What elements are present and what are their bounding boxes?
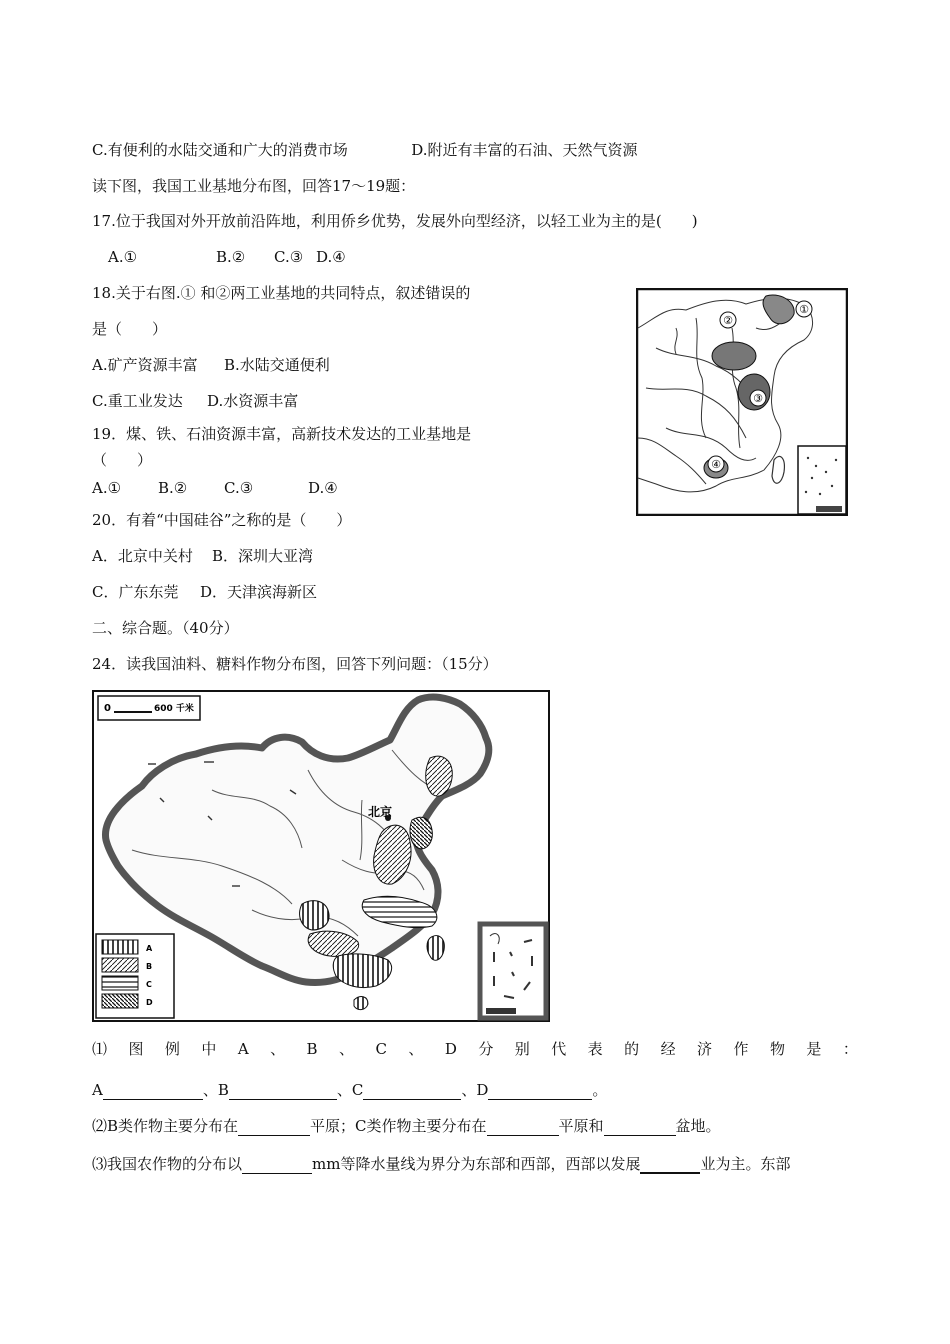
region-a-hainan [354, 997, 368, 1010]
region-d-shandong [410, 817, 432, 849]
q19-stem-line2: （ ） [92, 451, 153, 469]
q20-option-d: D．天津滨海新区 [200, 583, 318, 601]
q18-option-d: D.水资源丰富 [207, 392, 299, 410]
q24-sub2 [92, 1116, 721, 1136]
q24-sub1-char: C [375, 1040, 387, 1058]
q20-option-c: C．广东东莞 [92, 583, 179, 601]
q19-option-b: B.② [158, 479, 188, 497]
answer-c-label: 、C [336, 1081, 364, 1099]
answer-b-label: 、B [202, 1081, 229, 1099]
map1-label-4: ④ [711, 458, 721, 471]
q18-row1 [92, 355, 330, 375]
sub3-blank-2[interactable] [640, 1156, 700, 1174]
q19-option-c: C.③ [224, 479, 254, 497]
q19-option-a: A.① [92, 479, 122, 497]
q24-sub1-char: B [306, 1040, 318, 1058]
q20-stem: 20．有着“中国硅谷”之称的是（ ） [92, 511, 352, 529]
legend-label-c: C [146, 980, 152, 989]
sub3-text-1: ⑶我国农作物的分布以 [92, 1155, 243, 1173]
answer-end-mark: 。 [592, 1081, 608, 1099]
q24-sub1-char: A [237, 1040, 249, 1058]
beijing-label: 北京 [368, 805, 393, 819]
q24-sub1-char: 分 [478, 1040, 494, 1058]
q17-option-b: B.② [216, 248, 246, 266]
q24-sub1-char: D [444, 1040, 457, 1058]
q20-option-b: B．深圳大亚湾 [212, 547, 314, 565]
legend-swatch-d [102, 994, 138, 1008]
q24-sub1-char: 的 [624, 1040, 640, 1058]
q24-sub3 [92, 1154, 790, 1174]
q24-sub1-char: 作 [733, 1040, 749, 1058]
map1-label-1: ① [799, 303, 809, 316]
sub2-blank-3[interactable] [604, 1119, 676, 1136]
q18-stem-line1: 18.关于右图.① 和②两工业基地的共同特点，叙述错误的 [92, 284, 471, 302]
q24-stem: 24．读我国油料、糖料作物分布图，回答下列问题：（15分） [92, 655, 498, 673]
map1-label-2: ② [723, 314, 733, 327]
q18-option-a: A.矿产资源丰富 [92, 356, 198, 374]
q16-option-c: C.有便利的水陆交通和广大的消费市场 [92, 141, 348, 159]
q18-row2 [92, 391, 298, 411]
q17-options [108, 247, 346, 267]
q24-sub1-stem [92, 1039, 858, 1059]
scale-zero: 0 [104, 703, 111, 714]
q24-sub1-char: 图 [128, 1040, 144, 1058]
legend-label-a: A [146, 944, 153, 953]
q17-option-a: A.① [108, 248, 138, 266]
q17-stem: 17.位于我国对外开放前沿阵地，利用侨乡优势，发展外向型经济，以轻工业为主的是( ) [92, 212, 698, 230]
scale-label: 600 千米 [154, 704, 194, 714]
answer-c-blank[interactable] [363, 1083, 461, 1100]
q24-sub1-char: 是 [806, 1040, 822, 1058]
q24-sub1-char: 、 [339, 1040, 355, 1058]
region-a-sichuan [300, 901, 329, 930]
sub2-text-2: 平原；C类作物主要分布在 [310, 1117, 487, 1135]
map1-south-sea-inset [798, 446, 846, 514]
q20-option-a: A．北京中关村 [92, 547, 193, 565]
q24-sub1-char: 、 [270, 1040, 286, 1058]
q16-options [92, 140, 638, 160]
q24-sub1-char: ⑴ [92, 1040, 108, 1058]
base-2-region [712, 342, 756, 370]
legend-swatch-b [102, 958, 138, 972]
intro-17-19: 读下图，我国工业基地分布图，回答17～19题： [92, 177, 416, 195]
q24-sub1-char: 中 [201, 1040, 217, 1058]
map1-inset-caption [816, 506, 842, 512]
q24-sub1-char: 表 [587, 1040, 603, 1058]
q24-sub1-char: 物 [769, 1040, 785, 1058]
sub2-blank-2[interactable] [487, 1119, 559, 1136]
legend-label-b: B [146, 962, 153, 971]
sub2-blank-1[interactable] [238, 1119, 310, 1136]
q19-stem-line1: 19．煤、铁、石油资源丰富，高新技术发达的工业基地是 [92, 425, 472, 443]
industrial-base-map [636, 288, 848, 516]
sub2-text-1: ⑵B类作物主要分布在 [92, 1117, 239, 1135]
q19-option-d: D.④ [308, 479, 338, 497]
sub3-text-2: mm等降水量线为界分为东部和西部，西部以发展 [312, 1155, 641, 1173]
q24-sub1-char: 经 [660, 1040, 676, 1058]
map2-legend [96, 934, 174, 1018]
section-2-heading: 二、综合题。（40分） [92, 619, 239, 637]
answer-b-blank[interactable] [229, 1083, 337, 1100]
sub2-text-3: 平原和 [558, 1117, 604, 1135]
q17-option-c: C.③ [274, 248, 304, 266]
map1-label-3: ③ [753, 392, 763, 405]
q17-option-d: D.④ [316, 248, 346, 266]
sub2-text-4: 盆地。 [675, 1117, 721, 1135]
answer-a-blank[interactable] [103, 1083, 203, 1100]
crop-distribution-map [92, 690, 550, 1022]
sub3-text-3: 业为主。东部 [700, 1155, 791, 1173]
q24-sub1-char: ： [842, 1040, 858, 1058]
q24-sub1-char: 别 [514, 1040, 530, 1058]
q24-sub1-char: 例 [164, 1040, 180, 1058]
q24-sub1-char: 、 [408, 1040, 424, 1058]
answer-a-label: A [92, 1081, 103, 1099]
q20-row1 [92, 546, 313, 566]
legend-label-d: D [146, 998, 153, 1007]
answer-d-blank[interactable] [488, 1083, 592, 1100]
q24-sub1-char: 代 [551, 1040, 567, 1058]
q24-sub1-char: 济 [697, 1040, 713, 1058]
q20-row2 [92, 582, 317, 602]
map2-scale-bar [98, 696, 200, 720]
q18-option-b: B.水陆交通便利 [224, 356, 330, 374]
q16-option-d: D.附近有丰富的石油、天然气资源 [411, 141, 638, 159]
legend-swatch-c [102, 976, 138, 990]
q18-option-c: C.重工业发达 [92, 392, 183, 410]
q24-sub1-answer [92, 1080, 607, 1100]
answer-d-label: 、D [461, 1081, 489, 1099]
q18-stem-line2: 是（ ） [92, 320, 168, 338]
sub3-blank-1[interactable] [242, 1157, 312, 1174]
q19-options [92, 478, 338, 498]
map2-south-sea-inset [480, 924, 546, 1018]
legend-swatch-a [102, 940, 138, 954]
